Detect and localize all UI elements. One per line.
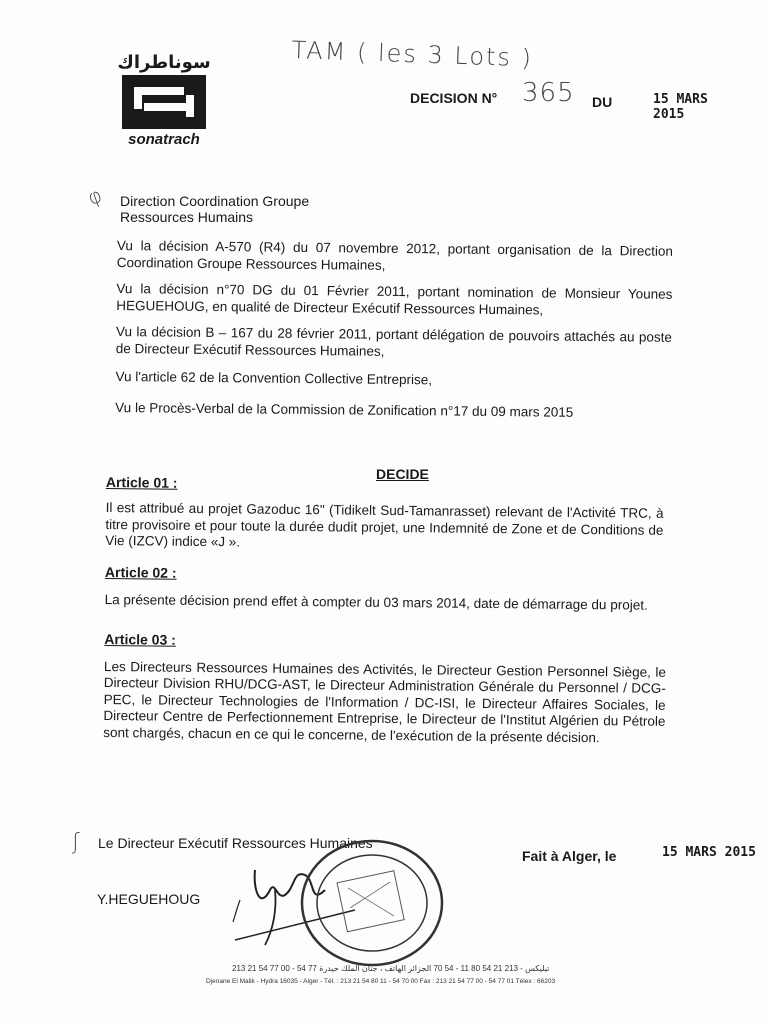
logo-arabic-text: سوناطراك [117,52,211,73]
footer-line-address: Djenane El Malik - Hydra 16035 - Alger - Tél. : 213 21 54 80 11 - 54 70 00 Fax : 213 21 54 77 00 - 54 77 01 Télex : 66203 [206,978,556,985]
considerants [115,238,673,422]
direction-block [120,193,309,225]
decision-date: 15 MARS 2015 [653,92,708,122]
decision-header [410,78,740,122]
decision-du: DU [592,94,613,110]
considerant-1: Vu la décision A-570 (R4) du 07 novembre 2012, portant organisation de la Direction Coordination Groupe Ressources Humaines, [116,238,673,273]
article-1-text: Il est attribué au projet Gazoduc 16" (Tidikelt Sud-Tamanrasset) relevant de l'Activité TRC, à titre provisoire et pour toute la durée dudit projet, une Indemnité de Zone et de Conditions de Vie (IZCV) indice «J ». [105,499,664,550]
signature-name: Y.HEGUEHOUG [97,891,201,907]
article-3-text: Les Directeurs Ressources Humaines des Activités, le Directeur Gestion Personnel Siège, le Directeur Division RHU/DCG-AST, le Directeur Administration Générale du Personnel / DCG-PEC, le Directeur Technologies de l'Information / DC-ISI, le Directeur Affaires Sociales, le Directeur Centre de Perfectionnement Entreprise, le Directeur de l'Institut Algérien du Pétrole sont chargés, chacun en ce qui le concerne, de l'exécution de la présente décision. [103,658,667,745]
margin-initials: φ [84,182,107,210]
direction-line-2: Ressources Humains [120,209,254,225]
fait-a-alger: Fait à Alger, le [522,848,617,864]
decision-number: 365 [522,78,575,108]
logo-name-text: sonatrach [128,131,200,148]
considerant-3: Vu la décision B – 167 du 28 février 2011, portant délégation de pouvoirs attachés au poste de Directeur Exécutif Ressources Humaines, [115,323,673,359]
article-3-title: Article 03 : [104,630,176,648]
articles [103,474,668,747]
footer-line-arabic: 213 21 54 77 00 - 54 77 تيليكس - 213 21 54 80 11 - 54 70 الجزائر الهاتف ، جنان الملك حيدرة [232,964,550,973]
signature-date: 15 MARS 2015 [662,845,756,860]
sonatrach-logo [114,52,214,148]
signature-title: Le Directeur Exécutif Ressources Humaines [98,835,373,851]
considerant-5: Vu le Procès-Verbal de la Commission de Zonification n°17 du 09 mars 2015 [115,399,574,420]
decide-heading: DECIDE [376,466,429,482]
direction-line-1: Direction Coordination Groupe [120,193,310,209]
considerant-2: Vu la décision n°70 DG du 01 Février 2011, portant nomination de Monsieur Younes HEGUEHOUG, en qualité de Directeur Exécutif Ressources Humaines, [116,280,673,317]
article-2-text: La présente décision prend effet à compter du 03 mars 2014, date de démarrage du projet. [104,591,648,613]
official-stamp-icon [298,838,446,973]
considerant-4: Vu l'article 62 de la Convention Collective Entreprise, [115,368,433,388]
article-2-title: Article 02 : [104,563,177,581]
margin-mark: ʃ [72,830,82,855]
handwritten-note: TAM ( les 3 Lots ) [291,36,534,73]
decision-label: DECISION N° [410,90,498,106]
logo-emblem-icon [114,73,214,131]
article-1-title: Article 01 : [105,474,178,491]
